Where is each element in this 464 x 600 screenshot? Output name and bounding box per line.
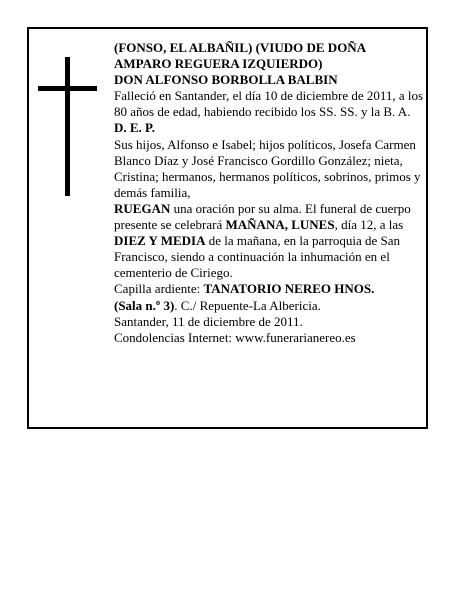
chapel-room: (Sala n.º 3)	[114, 297, 175, 313]
chapel-address-line	[114, 298, 424, 314]
chapel-label: Capilla ardiente:	[114, 281, 204, 297]
cross-icon	[65, 57, 70, 196]
date-line: Santander, 11 de diciembre de 2011.	[114, 313, 303, 329]
rip-line: D. E. P.	[114, 120, 156, 136]
death-announcement: Falleció en Santander, el día 10 de diciembre de 2011, a los 80 años de edad, habiendo recibido los SS. SS. y la B. A.	[114, 88, 424, 120]
funeral-text-1: una oración por su alma. El funeral de cuerpo presente se celebrará	[114, 200, 411, 233]
funeral-text-2: , día 12, a las	[334, 217, 404, 233]
funeral-paragraph	[114, 201, 424, 281]
funeral-time: DIEZ Y MEDIA	[114, 233, 206, 249]
deceased-name: DON ALFONSO BORBOLLA BALBIN	[114, 72, 338, 88]
nickname-widow-line: (FONSO, EL ALBAÑIL) (VIUDO DE DOÑA AMPARO REGUERA IZQUIERDO)	[114, 40, 366, 72]
ruegan-word: RUEGAN	[114, 200, 171, 216]
funeral-day: MAÑANA, LUNES	[225, 217, 335, 233]
cross-icon-bar	[38, 86, 97, 91]
chapel-name: TANATORIO NEREO HNOS.	[203, 281, 375, 297]
condolences-line: Condolencias Internet: www.funerarianereo.es	[114, 329, 356, 345]
chapel-address: . C./ Repuente-La Albericia.	[174, 297, 321, 313]
family-line: Sus hijos, Alfonso e Isabel; hijos políticos, Josefa Carmen Blanco Díaz y José Francisco Gordillo González; nieta, Cristina; hermanos, hermanos políticos, sobrinos, primos y demás familia,	[114, 136, 421, 200]
chapel-line	[114, 281, 424, 297]
funeral-text-3: de la mañana, en la parroquia de San Francisco, siendo a continuación la inhumación en el cementerio de Ciriego.	[114, 233, 401, 281]
obituary-text	[114, 40, 424, 346]
